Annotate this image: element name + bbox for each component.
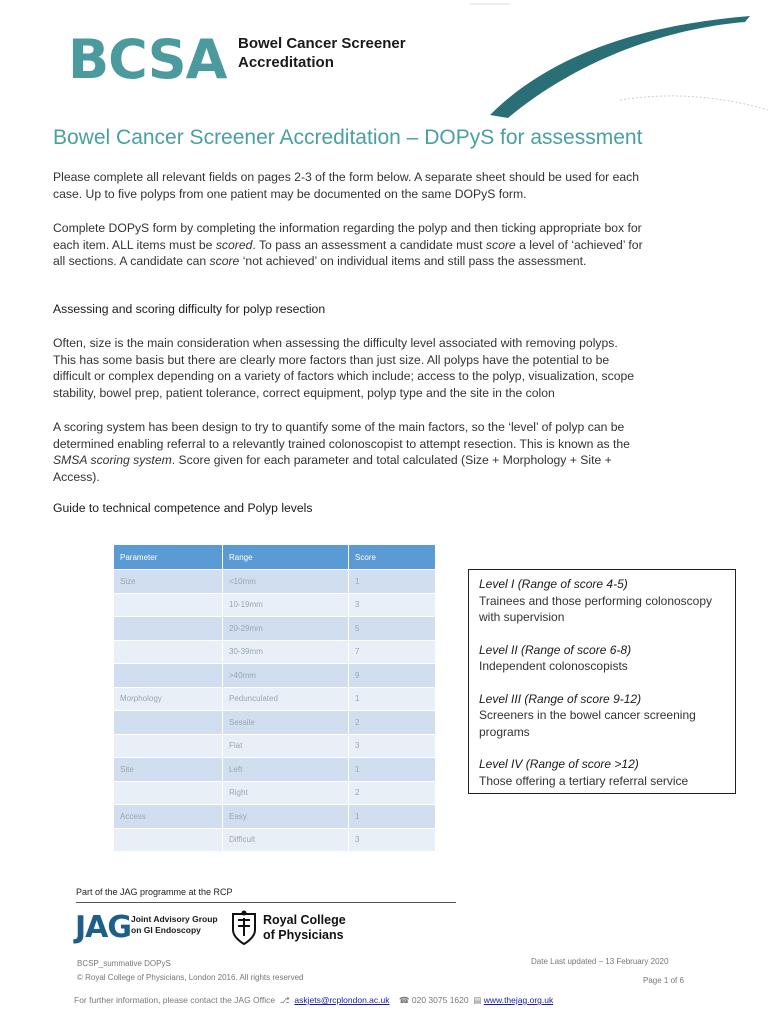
table-cell: 3 [349,734,436,758]
text-span: Complete DOPyS form by completing the information regarding the polyp and then ticking appropriate box for each item. ALL items must be [53,221,642,252]
table-cell: Morphology [114,687,223,711]
contact-line [74,995,553,1006]
table-cell [114,640,223,664]
email-link[interactable]: askjets@rcplondon.ac.uk [294,995,390,1005]
level-title: Level III (Range of score 9-12) [479,691,642,706]
date-updated: Date Last updated – 13 February 2020 [531,957,669,966]
text-span: A scoring system has been design to try to quantify some of the main factors, so the ‘level’ of polyp can be determined enabling referral to a relevantly trained colonoscopist to attempt resection. This is known as the [53,420,630,451]
header-cell: Range [223,545,349,570]
table-row [114,570,436,594]
computer-icon: ▤ [473,995,482,1005]
table-row [114,711,436,735]
text-span: . Score given for each parameter and total calculated (Size + Morphology + Site + Access). [53,453,612,484]
table-cell [114,711,223,735]
table-cell: 1 [349,570,436,594]
logo-line-2: Accreditation [238,54,334,71]
level-item [479,691,725,741]
section-heading-difficulty: Assessing and scoring difficulty for polyp resection [53,302,326,316]
table-row [114,758,436,782]
rcp-logo-text [263,913,346,943]
rcp-line-2: of Physicians [263,928,344,942]
section-heading-guide: Guide to technical competence and Polyp levels [53,501,313,515]
table-cell [114,828,223,852]
header-cell: Score [349,545,436,570]
text-span: . To pass an assessment a candidate must [252,237,486,252]
rcp-crest-icon [229,910,259,946]
phone-number: 020 3075 1620 [411,995,469,1005]
table-row [114,805,436,829]
smsa-score-table [113,544,436,852]
level-item [479,642,725,675]
bcsa-logo: BCSA [68,28,227,91]
emphasis: scored [215,237,253,252]
scoring-paragraph [53,419,643,485]
table-cell [114,664,223,688]
table-cell: 20-29mm [223,617,349,641]
level-description: Those offering a tertiary referral service [479,773,689,788]
table-cell [114,781,223,805]
table-body [114,570,436,852]
table-cell: Left [223,758,349,782]
contact-prefix: For further information, please contact the JAG Office [74,995,276,1005]
level-item [479,756,725,789]
jag-line-1: Joint Advisory Group [131,914,218,924]
text-span: a level of ‘achieved’ for all sections. A candidate can [53,237,643,269]
footer-divider [76,902,456,903]
table-cell: Right [223,781,349,805]
table-cell [114,617,223,641]
table-row [114,687,436,711]
website-link[interactable]: www.thejag.org.uk [483,995,554,1005]
table-cell [114,593,223,617]
table-cell: Flat [223,734,349,758]
page-title: Bowel Cancer Screener Accreditation – DOPyS for assessment [53,126,643,149]
table-cell: 7 [349,640,436,664]
level-description: Independent colonoscopists [479,659,628,673]
table-cell: 1 [349,687,436,711]
page-number: Page 1 of 6 [643,976,684,985]
table-cell: 9 [349,664,436,688]
table-cell: 30-39mm [223,640,349,664]
jag-logo-text [131,914,218,936]
table-cell: 1 [349,805,436,829]
difficulty-paragraph: Often, size is the main consideration when assessing the difficulty level associated with removing polyps. This has some basis but there are clearly more factors than just size. All polyps have the potential to be difficult or complex depending on a variety of factors which include; access to the polyp, visualization, scope stability, bowel prep, patient tolerance, correct equipment, polyp type and the site in the colon [53,336,635,400]
table-cell: 3 [349,593,436,617]
polyp-levels-box [468,569,736,794]
jag-logo: JAG [75,910,132,945]
table-cell: >40mm [223,664,349,688]
bcsa-logo-text [238,34,406,72]
table-cell: Easy [223,805,349,829]
table-row [114,617,436,641]
jag-line-2: on GI Endoscopy [131,925,201,935]
level-title: Level II (Range of score 6-8) [479,642,632,657]
table-cell: Size [114,570,223,594]
level-item [479,576,725,626]
table-row [114,828,436,852]
logo-line-1: Bowel Cancer Screener [238,35,406,52]
jag-programme-note: Part of the JAG programme at the RCP [76,887,233,897]
mouse-icon: ⎇ [279,995,290,1005]
table-row [114,640,436,664]
table-cell: Site [114,758,223,782]
table-cell: <10mm [223,570,349,594]
emphasis: score [485,237,516,252]
level-description: Screeners in the bowel cancer screening programs [479,708,696,739]
table-row [114,664,436,688]
level-title: Level I (Range of score 4-5) [479,577,628,591]
table-header-row [114,545,436,570]
header-cell: Parameter [114,545,223,570]
table-row [114,781,436,805]
table-cell [114,734,223,758]
phone-icon: ☎ [398,995,410,1005]
intro-paragraph: Please complete all relevant fields on pages 2-3 of the form below. A separate sheet should be used for each case. Up to five polyps from one patient may be documented on the same DOPyS form. [53,170,640,201]
document-code: BCSP_summative DOPyS [77,959,171,968]
table-cell: 3 [349,828,436,852]
table-cell: Difficult [223,828,349,852]
emphasis: score [209,254,240,269]
text-span: ‘not achieved’ on individual items and still pass the assessment. [239,254,587,269]
swoosh-graphic [470,0,768,140]
table-row [114,734,436,758]
copyright: © Royal College of Physicians, London 2016. All rights reserved [77,973,304,982]
table-cell: Pedunculated [223,687,349,711]
table-row [114,593,436,617]
instructions-paragraph [53,220,643,270]
level-description: Trainees and those performing colonoscopy with supervision [479,593,713,624]
table-cell: 10-19mm [223,593,349,617]
table-cell: Sessile [223,711,349,735]
table-cell: 5 [349,617,436,641]
table-cell: 1 [349,758,436,782]
table-cell: 2 [349,711,436,735]
table-cell: Access [114,805,223,829]
rcp-line-1: Royal College [263,913,346,927]
emphasis: SMSA scoring system [53,453,172,468]
level-title: Level IV (Range of score >12) [479,757,639,771]
table-cell: 2 [349,781,436,805]
